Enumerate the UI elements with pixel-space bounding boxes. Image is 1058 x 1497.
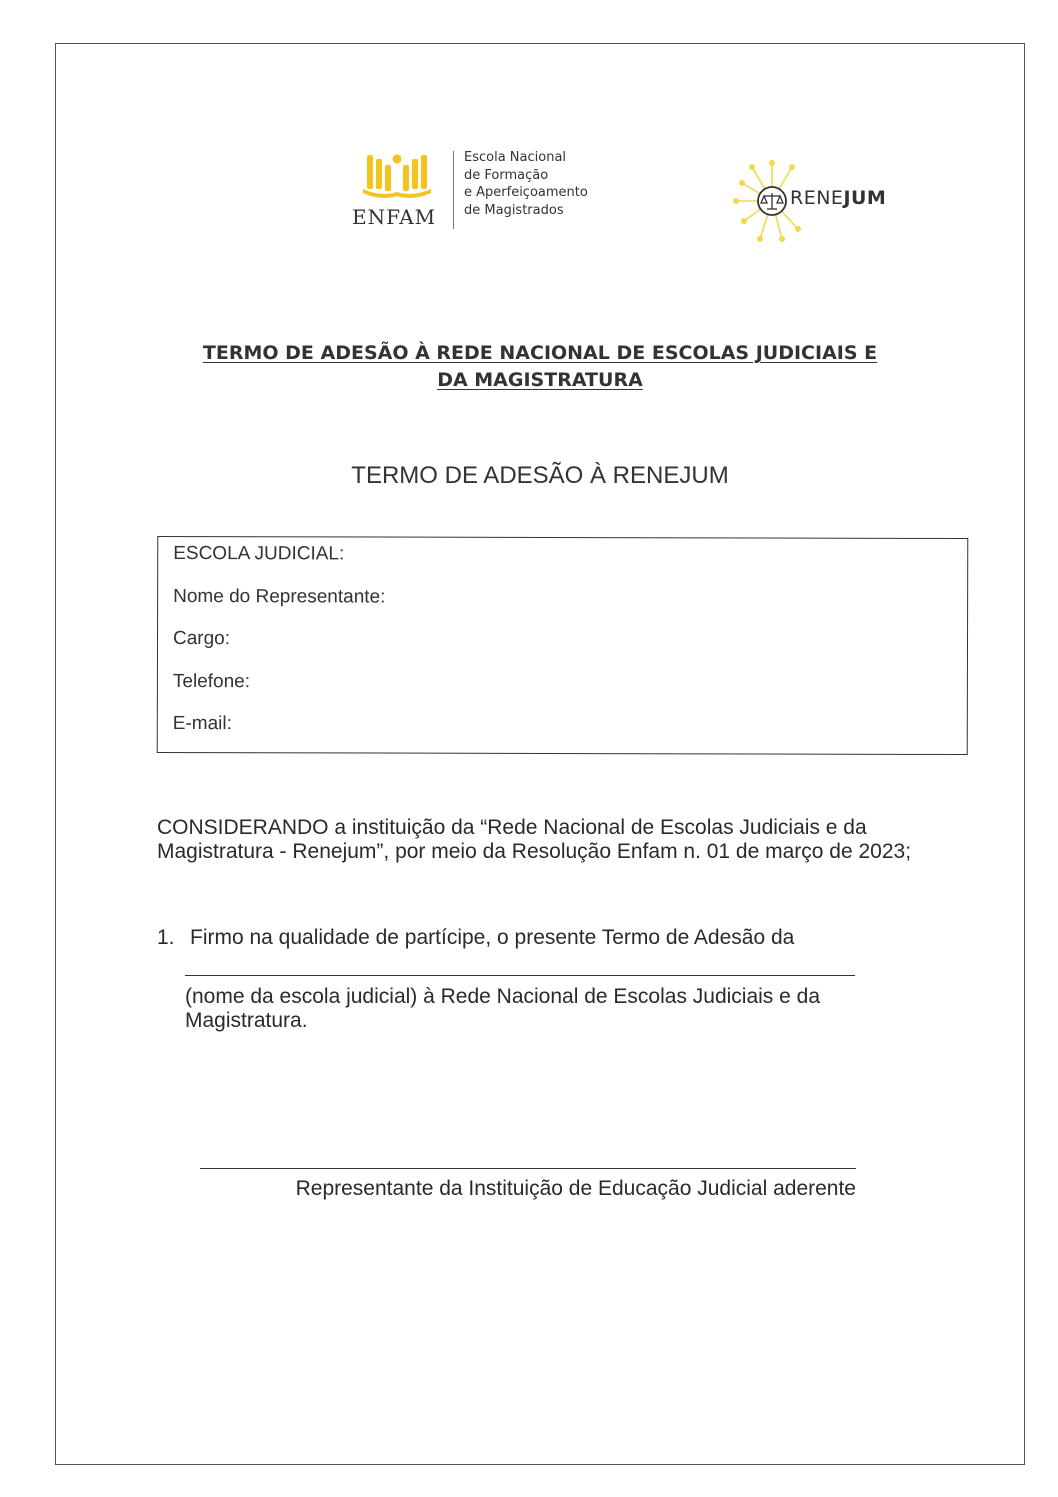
signature-line [200, 1168, 856, 1169]
school-name-blank-line [185, 975, 855, 976]
renejum-wordmark [790, 187, 886, 209]
renejum-word-light: RENE [790, 187, 844, 209]
considerando-paragraph: CONSIDERANDO a instituição da “Rede Nacional de Escolas Judiciais e da Magistratura - Renejum”, por meio da Resolução Enfam n. 01 de março de 2023; [157, 816, 912, 863]
field-escola-judicial: ESCOLA JUDICIAL: [173, 542, 345, 565]
enfam-name-line: de Magistrados [464, 202, 564, 218]
enfam-name-line: de Formação [464, 167, 549, 183]
enfam-name-line: e Aperfeiçoamento [464, 185, 588, 200]
clause-continuation: (nome da escola judicial) à Rede Nacional de Escolas Judiciais e da Magistratura. [185, 985, 821, 1032]
document-title-line: DA MAGISTRATURA [437, 369, 643, 391]
applicant-info-box [157, 536, 969, 755]
enfam-name-line: Escola Nacional [464, 150, 567, 165]
field-nome-representante: Nome do Representante: [173, 585, 386, 608]
document-title-line: TERMO DE ADESÃO À REDE NACIONAL DE ESCOLAS JUDICIAIS E [202, 342, 878, 364]
clause-text: Firmo na qualidade de partícipe, o presente Termo de Adesão da [190, 926, 795, 949]
enfam-name [464, 149, 588, 219]
enfam-wordmark: ENFAM [352, 205, 437, 229]
document-title [110, 340, 970, 394]
logo-divider [453, 151, 454, 229]
signature-caption: Representante da Instituição de Educação Judicial aderente [295, 1177, 856, 1200]
field-email: E-mail: [172, 712, 232, 735]
renejum-logo [730, 155, 920, 245]
field-telefone: Telefone: [172, 670, 251, 693]
field-cargo: Cargo: [172, 627, 231, 650]
renejum-word-bold: JUM [843, 187, 887, 209]
clause-number: 1. [157, 926, 175, 949]
document-subtitle: TERMO DE ADESÃO À RENEJUM [351, 462, 729, 489]
enfam-logo [345, 145, 615, 235]
